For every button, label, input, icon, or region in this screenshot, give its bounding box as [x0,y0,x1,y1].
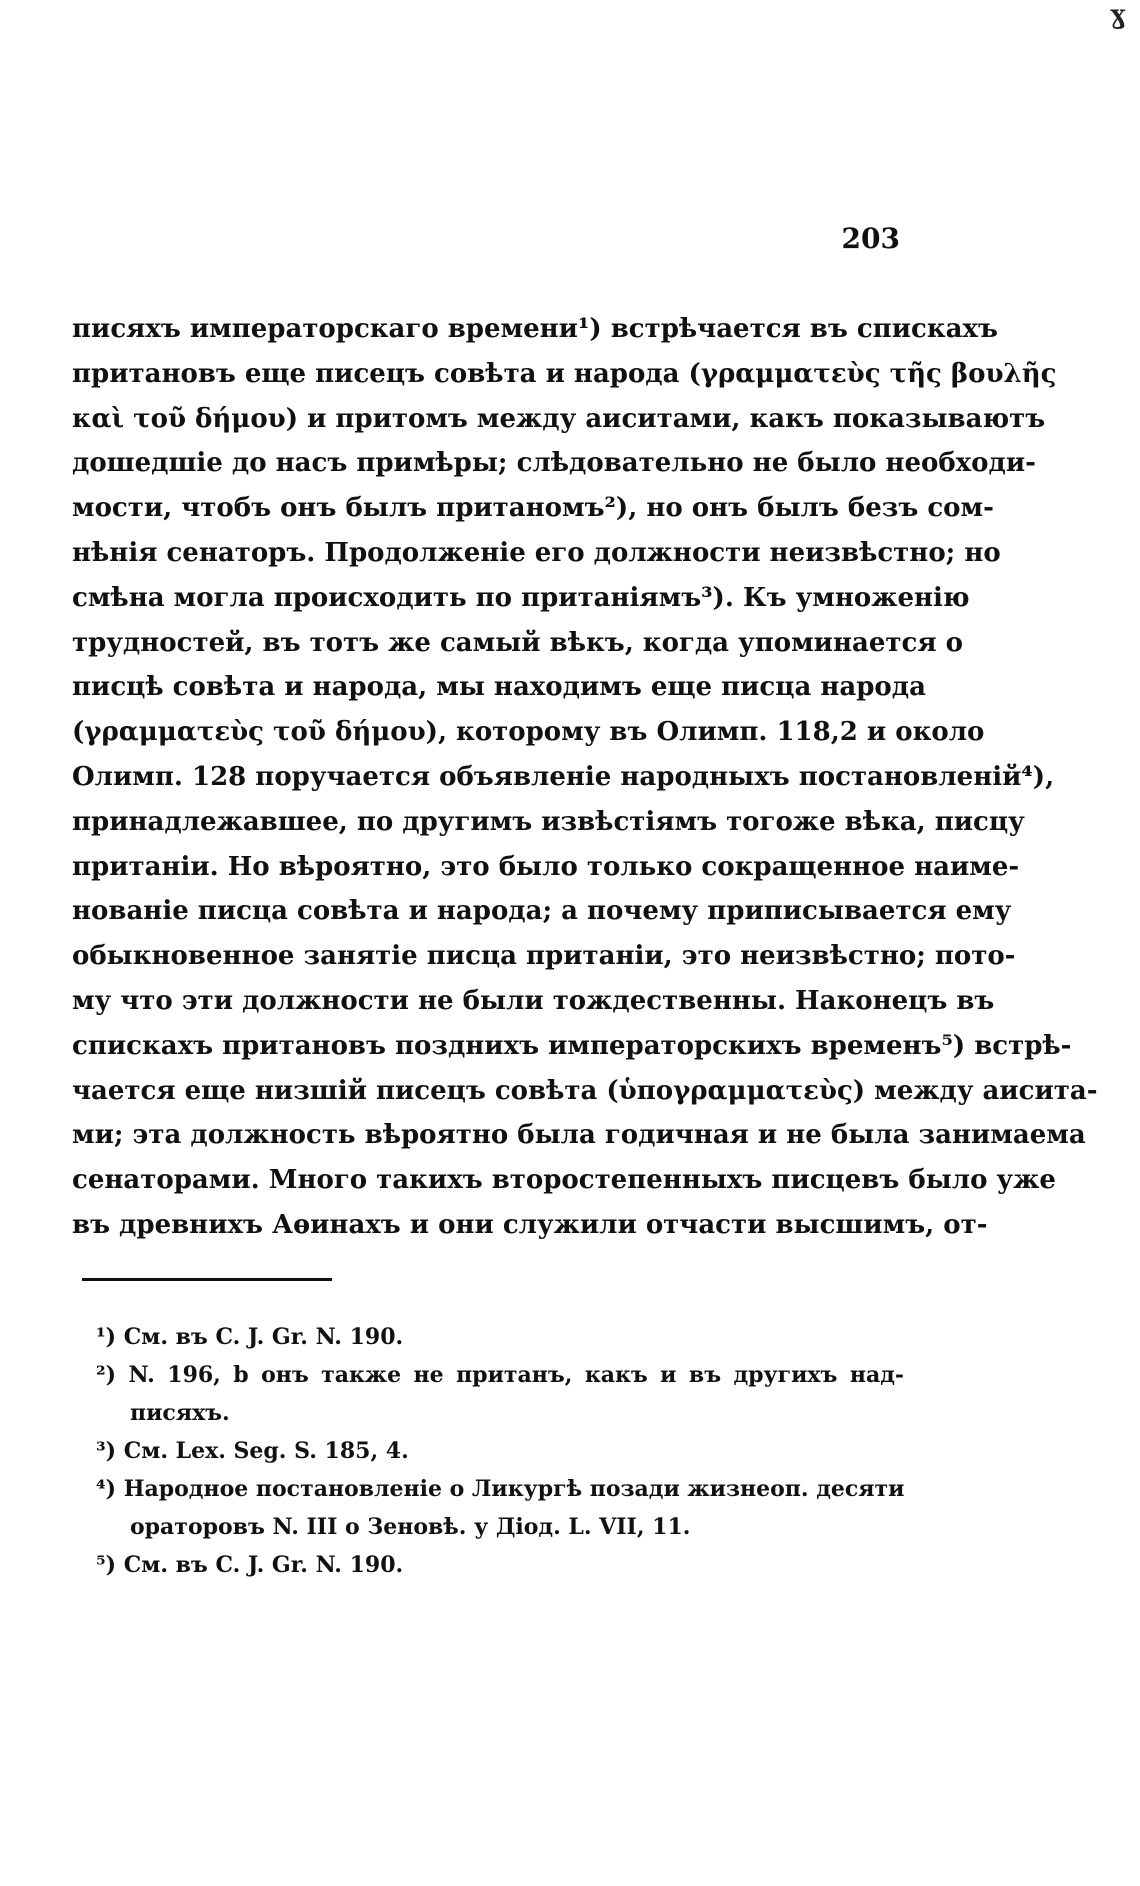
text-line: нѣнія сенаторъ. Продолженіе его должности неизвѣстно; но [72,537,1001,568]
text-line: καὶ τοῦ δήμου) и притомъ между аиситами, какъ показываютъ [72,403,1046,434]
text-line: притановъ еще писецъ совѣта и народа (γραμματεὺς τῆς βουλῆς [72,358,1057,389]
text-line: мости, чтобъ онъ былъ пританомъ²), но онъ былъ безъ сом- [72,493,994,524]
footnote-line: писяхъ. [130,1400,230,1426]
page-edge-mark: ɣ [1110,0,1126,30]
text-line: Олимп. 128 поручается объявленіе народныхъ постановленій⁴), [72,761,1055,792]
page-number: 203 [841,222,900,255]
footnote-line: ²) N. 196, b онъ также не пританъ, какъ и въ другихъ над- [96,1362,904,1388]
text-line: нованіе писца совѣта и народа; а почему приписывается ему [72,896,1012,927]
text-line: трудностей, въ тотъ же самый вѣкъ, когда упоминается о [72,627,963,658]
text-line: принадлежавшее, по другимъ извѣстіямъ тогоже вѣка, писцу [72,806,1025,837]
text-line: писцѣ совѣта и народа, мы находимъ еще писца народа [72,672,926,703]
text-line: (γραμματεὺς τοῦ δήμου), которому въ Олимп. 118,2 и около [72,717,985,748]
text-line: писяхъ императорскаго времени¹) встрѣчается въ спискахъ [72,314,998,344]
text-line: му что эти должности не были тождественны. Наконецъ въ [72,985,995,1016]
text-line: чается еще низшій писецъ совѣта (ὑπογραμματεὺς) между аиситa- [72,1075,1098,1106]
text-line: въ древнихъ Аѳинахъ и они служили отчасти высшимъ, от- [72,1209,988,1240]
main-text [72,307,1098,1248]
footnote-line: ⁵) См. въ C. J. Gr. N. 190. [96,1552,404,1578]
text-line: спискахъ притановъ позднихъ императорскихъ временъ⁵) встрѣ- [72,1030,1072,1061]
footnote-line: ⁴) Народное постановленіе о Ликургѣ позади жизнеоп. десяти [96,1476,905,1502]
footnote-divider [82,1278,332,1281]
footnote-line: ¹) См. въ C. J. Gr. N. 190. [96,1324,404,1350]
footnotes [96,1318,904,1584]
text-line: смѣна могла происходить по пританіямъ³). Къ умноженію [72,582,970,613]
text-line: обыкновенное занятіе писца пританіи, это неизвѣстно; пото- [72,941,1016,972]
text-line: пританіи. Но вѣроятно, это было только сокращенное наиме- [72,851,1020,882]
footnote-line: ³) См. Lex. Seg. S. 185, 4. [96,1438,409,1464]
text-line: сенаторами. Много такихъ второстепенныхъ писцевъ было уже [72,1165,1056,1196]
text-line: дошедшіе до насъ примѣры; слѣдовательно не было необходи- [72,448,1036,479]
text-line: ми; эта должность вѣроятно была годичная и не была занимаема [72,1120,1086,1151]
footnote-line: ораторовъ N. III о Зеновѣ. у Діод. L. VII, 11. [130,1514,691,1540]
